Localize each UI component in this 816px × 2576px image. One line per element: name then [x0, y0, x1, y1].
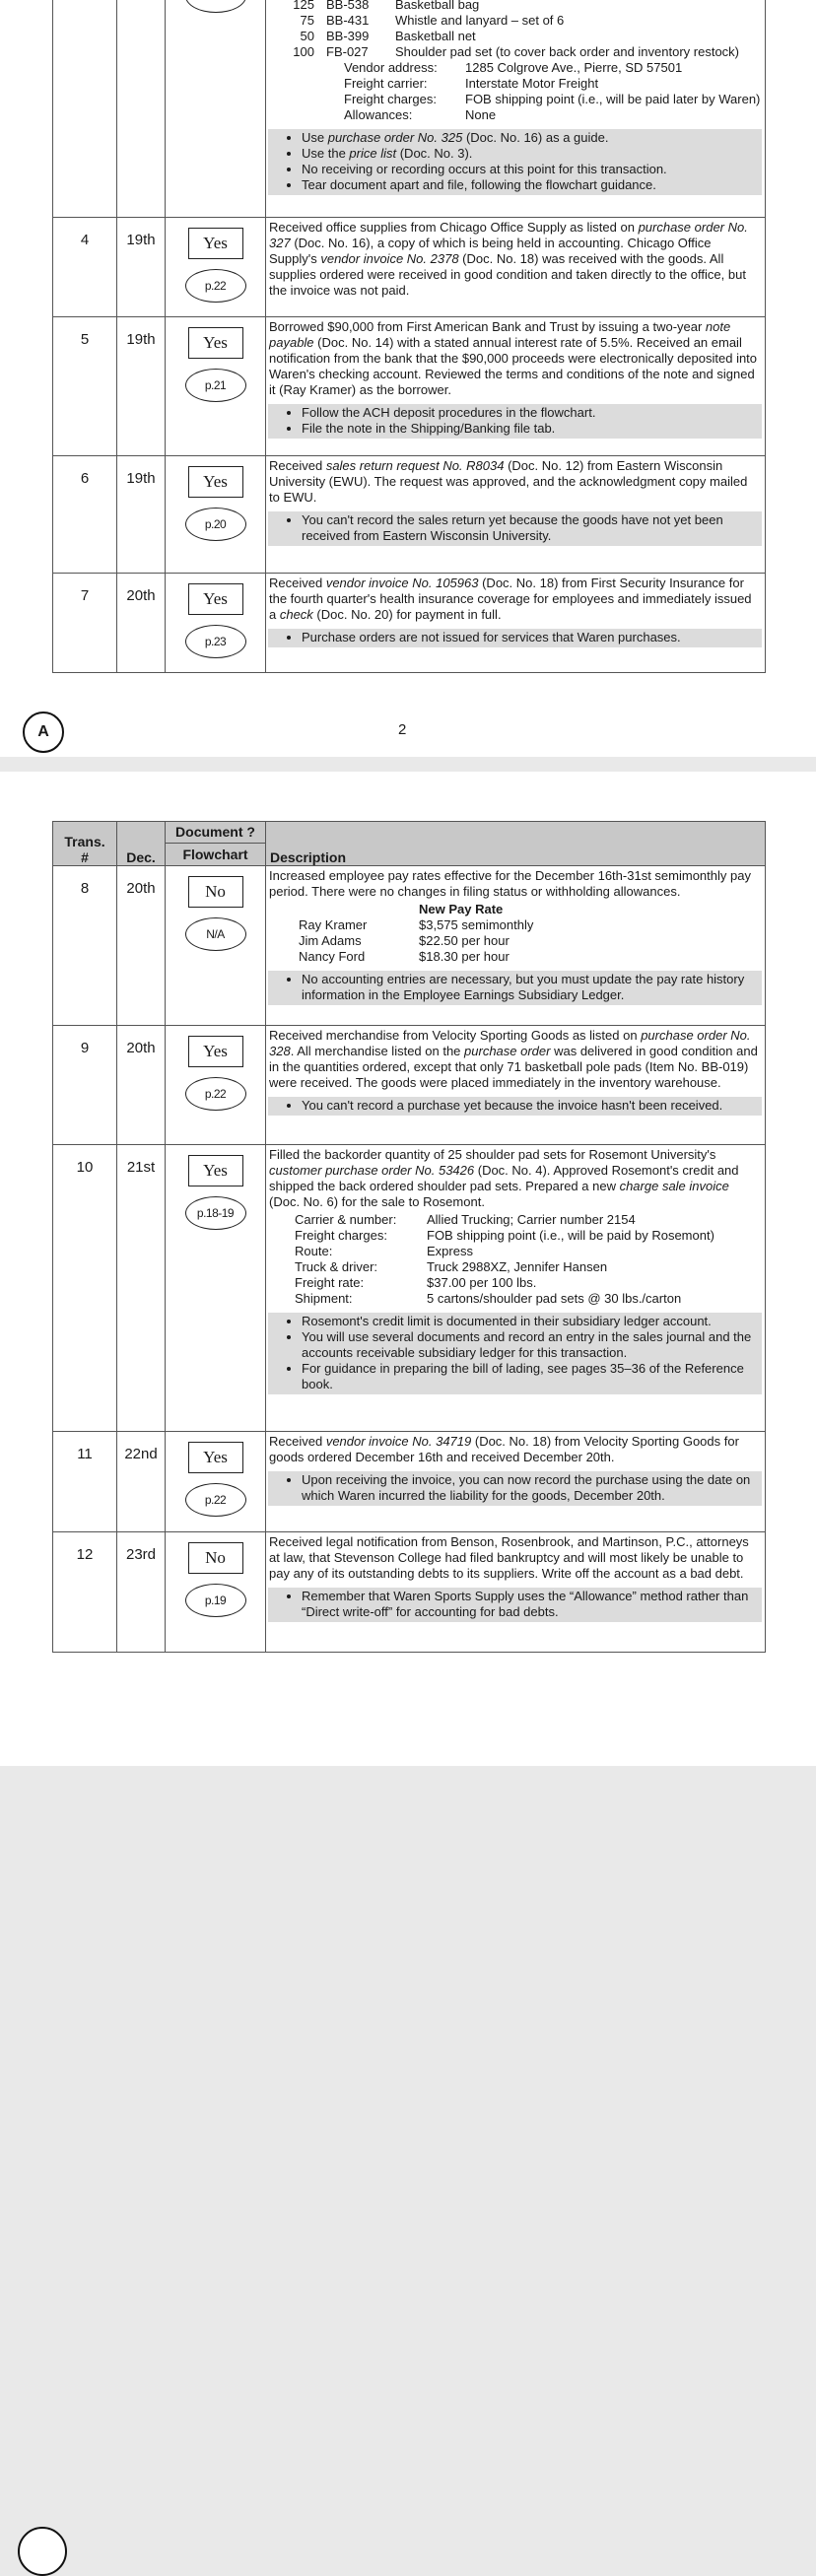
document-indicator: Yes [188, 583, 243, 615]
tx10-notes [268, 1313, 762, 1394]
transactions-table-page-1 [52, 0, 766, 673]
info-value: Interstate Motor Freight [465, 76, 599, 91]
description-text: (Doc. No. 18) from First Security Insurance for the fourth quarter's health insurance coverage for employees and immediately issued a [269, 576, 752, 622]
tx9-description [266, 1026, 766, 1145]
description-text: Received [269, 1434, 326, 1449]
freight-value: FOB shipping point (i.e., will be paid by Rosemont) [427, 1228, 714, 1243]
note-bullet: • You will use several documents and record an entry in the sales journal and the accounts receivable subsidiary ledger for this transaction. [302, 1329, 758, 1361]
note-bullet: • File the note in the Shipping/Banking file tab. [302, 421, 758, 437]
freight-value: Truck 2988XZ, Jennifer Hansen [427, 1259, 608, 1274]
tx3-item-list [289, 0, 761, 60]
document-indicator: No [188, 1542, 243, 1574]
tx11-notes [268, 1471, 762, 1506]
note-bullet: • Upon receiving the invoice, you can now record the purchase using the date on which Waren incurred the liability for the goods, December 20th. [302, 1472, 758, 1504]
document-indicator: Yes [188, 1155, 243, 1186]
note-text: (Doc. No. 16) as a guide. [462, 130, 609, 145]
description-text: . All merchandise listed on the [290, 1044, 465, 1058]
tx8-description: Increased employee pay rates effective for the December 16th-31st semimonthly pay period. There were no changes in filing status or withholding allowances. New Pay Rate Ray Kramer $3,575 semimonthly Jim Adams $22.50 per hour Nancy Ford $18.30 per hour • No accounting entries are necessary, but you must update the pay rate history information in the Employee Earnings Subsidiary Ledger. [266, 866, 766, 1026]
item-description: Basketball net [395, 29, 476, 43]
header-dec: Dec. [117, 822, 166, 866]
trans-number: 8 [53, 866, 117, 1026]
table-row-tx9 [53, 1026, 766, 1145]
description-text: (Doc. No. 20) for payment in full. [312, 607, 502, 622]
tx7-notes [268, 629, 762, 647]
tx3-vendor-info [344, 60, 761, 123]
tx4-description [266, 218, 766, 317]
trans-number: 5 [53, 317, 117, 456]
freight-value: 5 cartons/shoulder pad sets @ 30 lbs./carton [427, 1291, 682, 1306]
note-text: Tear document apart and file, following the flowchart guidance. [302, 177, 656, 192]
info-value: FOB shipping point (i.e., will be paid later by Waren) [465, 92, 761, 106]
note-bullet: • Rosemont's credit limit is documented in their subsidiary ledger account. [302, 1314, 758, 1329]
pay-rate-table: New Pay Rate Ray Kramer $3,575 semimonthly Jim Adams $22.50 per hour Nancy Ford $18.30 per hour [299, 902, 761, 965]
description-text: (Doc. No. 14) with a stated annual interest rate of 5.5%. Received an email notification from the bank that the $90,000 proceeds were electronically deposited into Waren's checking account. Reviewed the terms and conditions of the note and signed it (Ray Kramer) as the borrower. [269, 335, 758, 397]
employee-name: Ray Kramer [299, 917, 368, 932]
trans-date: 22nd [117, 1432, 166, 1532]
page-2 [0, 772, 816, 1766]
trans-date: 19th [117, 456, 166, 574]
page-1 [0, 0, 816, 757]
italic-reference: note payable [269, 319, 731, 350]
tx9-notes [268, 1097, 762, 1116]
table-row-tx4 [53, 218, 766, 317]
header-trans: Trans. # [53, 822, 117, 866]
italic-reference: sales return request No. R8034 [325, 458, 505, 473]
document-indicator: Yes [188, 1442, 243, 1473]
trans-number: 9 [53, 1026, 117, 1145]
note-bullet [302, 162, 758, 177]
freight-value: $37.00 per 100 lbs. [427, 1275, 537, 1290]
trans-date: 23rd [117, 1532, 166, 1653]
tx6-notes [268, 511, 762, 546]
italic-reference: charge sale invoice [619, 1179, 729, 1193]
description-text: Borrowed $90,000 from First American Bank and Trust by issuing a two-year [269, 319, 706, 334]
note-bullet: • No accounting entries are necessary, but you must update the pay rate history information in the Employee Earnings Subsidiary Ledger. [302, 972, 758, 1003]
trans-date: 19th [117, 218, 166, 317]
transactions-table-page-2 [52, 821, 766, 1653]
table-row-tx10 [53, 1145, 766, 1432]
trans-date: 19th [117, 317, 166, 456]
trans-date: 21st [117, 1145, 166, 1432]
freight-value: Express [427, 1244, 473, 1258]
tx6-description [266, 456, 766, 574]
info-value: 1285 Colgrove Ave., Pierre, SD 57501 [465, 60, 683, 75]
description-text: Received [269, 458, 326, 473]
header-description: Description [266, 822, 766, 866]
section-marker-partial [18, 2527, 67, 2576]
freight-label: Freight charges: [295, 1228, 387, 1243]
item-description: Basketball bag [395, 0, 480, 12]
info-value: None [465, 107, 497, 122]
item-number: BB-431 [326, 13, 370, 28]
item-qty: 100 [293, 44, 314, 59]
description-text: Filled the backorder quantity of 25 shoulder pad sets for Rosemont University's [269, 1147, 716, 1162]
tx7-description [266, 574, 766, 673]
employee-name: Jim Adams [299, 933, 362, 948]
employee-name: Nancy Ford [299, 949, 366, 964]
italic-reference: price list [349, 146, 397, 161]
note-bullet: • For guidance in preparing the bill of lading, see pages 35–36 of the Reference book. [302, 1361, 758, 1392]
pay-rate: $22.50 per hour [419, 933, 510, 948]
italic-reference: customer purchase order No. 53426 [269, 1163, 475, 1178]
document-indicator: Yes [188, 327, 243, 359]
tx12-notes [268, 1588, 762, 1622]
tx3-notes [268, 129, 762, 195]
table-row-tx12 [53, 1532, 766, 1653]
description-text: Received [269, 576, 326, 590]
item-description: Whistle and lanyard – set of 6 [395, 13, 565, 28]
freight-details [295, 1212, 761, 1307]
note-bullet: • You can't record the sales return yet because the goods have not yet been received from Eastern Wisconsin University. [302, 512, 758, 544]
document-indicator: Yes [188, 466, 243, 498]
note-bullet [302, 146, 758, 162]
description-text: (Doc. No. 18) from Velocity Sporting Goods for goods ordered December 16th and received December 20th. [269, 1434, 739, 1464]
italic-reference: purchase order No. 327 [269, 220, 748, 250]
note-text: Use [302, 130, 328, 145]
item-description: Shoulder pad set (to cover back order and inventory restock) [395, 44, 740, 59]
flowchart-page-ref: p.23 [185, 625, 246, 658]
freight-label: Route: [295, 1244, 333, 1258]
document-indicator: Yes [188, 228, 243, 259]
info-label: Allowances: [344, 107, 413, 122]
trans-date: 20th [117, 1026, 166, 1145]
description-text: (Doc. No. 12) from Eastern Wisconsin University (EWU). The request was approved, and the acknowledgment copy mailed to EWU. [269, 458, 748, 505]
item-number: FB-027 [326, 44, 369, 59]
italic-reference: purchase order [464, 1044, 551, 1058]
freight-label: Shipment: [295, 1291, 353, 1306]
trans-date: 20th [117, 866, 166, 1026]
freight-value: Allied Trucking; Carrier number 2154 [427, 1212, 636, 1227]
tx12-description: Received legal notification from Benson, Rosenbrook, and Martinson, P.C., attorneys at law, that Stevenson College had filed bankruptcy and will most likely be unable to pay any of its outstanding debts to its suppliers. Write off the account as a bad debt. • Remember that Waren Sports Supply uses the “Allowance” method rather than “Direct write-off” for accounting for bad debts. [266, 1532, 766, 1653]
note-bullet: • Remember that Waren Sports Supply uses the “Allowance” method rather than “Direct write-off” for accounting for bad debts. [302, 1589, 758, 1620]
note-bullet [302, 177, 758, 193]
flowchart-oval-partial [185, 0, 246, 13]
document-indicator: Yes [188, 1036, 243, 1067]
tx3-description [266, 0, 766, 218]
italic-reference: vendor invoice No. 105963 [325, 576, 479, 590]
trans-number: 12 [53, 1532, 117, 1653]
trans-number: 6 [53, 456, 117, 574]
item-qty: 50 [300, 29, 314, 43]
flowchart-page-ref: N/A [185, 917, 246, 951]
flowchart-page-ref: p.19 [185, 1584, 246, 1617]
italic-reference: purchase order No. 325 [327, 130, 463, 145]
description-text: Received merchandise from Velocity Sporting Goods as listed on [269, 1028, 642, 1043]
tx5-notes [268, 404, 762, 439]
flowchart-page-ref: p.22 [185, 1077, 246, 1111]
trans-date: 20th [117, 574, 166, 673]
note-bullet [302, 130, 758, 146]
italic-reference: purchase order No. 328 [269, 1028, 751, 1058]
description-text: (Doc. No. 4). Approved Rosemont's credit and shipped the back ordered shoulder pad sets. Prepared a new [269, 1163, 739, 1193]
italic-reference: check [279, 607, 313, 622]
table-header-row [53, 822, 766, 866]
document-indicator: No [188, 876, 243, 908]
item-number: BB-399 [326, 29, 370, 43]
table-row-tx8 [53, 866, 766, 1026]
table-row-tx6 [53, 456, 766, 574]
table-row-tx7 [53, 574, 766, 673]
trans-number: 7 [53, 574, 117, 673]
tx8-notes [268, 971, 762, 1005]
info-label: Freight carrier: [344, 76, 428, 91]
flowchart-page-ref: p.22 [185, 1483, 246, 1517]
tx10-description [266, 1145, 766, 1432]
trans-number: 10 [53, 1145, 117, 1432]
note-text: No receiving or recording occurs at this point for this transaction. [302, 162, 667, 176]
tx11-description [266, 1432, 766, 1532]
note-bullet: • You can't record a purchase yet because the invoice hasn't been received. [302, 1098, 758, 1114]
freight-label: Freight rate: [295, 1275, 365, 1290]
freight-label: Carrier & number: [295, 1212, 397, 1227]
section-marker-a: A [23, 712, 64, 753]
flowchart-page-ref: p.22 [185, 269, 246, 303]
item-qty: 125 [293, 0, 314, 12]
pay-rate: $3,575 semimonthly [419, 917, 534, 932]
trans-number: 11 [53, 1432, 117, 1532]
info-label: Vendor address: [344, 60, 438, 75]
trans-number: 4 [53, 218, 117, 317]
table-row-tx5 [53, 317, 766, 456]
note-bullet: • Purchase orders are not issued for services that Waren purchases. [302, 630, 758, 645]
tx5-description [266, 317, 766, 456]
flowchart-page-ref: p.18-19 [185, 1196, 246, 1230]
table-row-tx3 [53, 0, 766, 218]
description-text: (Doc. No. 6) for the sale to Rosemont. [269, 1194, 485, 1209]
flowchart-page-ref: p.21 [185, 369, 246, 402]
freight-label: Truck & driver: [295, 1259, 378, 1274]
item-qty: 75 [300, 13, 314, 28]
italic-reference: vendor invoice No. 34719 [325, 1434, 472, 1449]
note-text: Use the [302, 146, 350, 161]
note-bullet: • Follow the ACH deposit procedures in the flowchart. [302, 405, 758, 421]
description-text: Received office supplies from Chicago Office Supply as listed on [269, 220, 639, 235]
description-text: was delivered in good condition and in the quantities ordered, except that only 71 basketball pole pads (Item No. BB-019) were received. The goods were placed immediately in the inventory warehouse. [269, 1044, 758, 1090]
description-text: (Doc. No. 18) was received with the goods. All supplies ordered were received in good condition and taken directly to the office, but the invoice was not paid. [269, 251, 746, 298]
description-text: (Doc. No. 16), a copy of which is being held in accounting. Chicago Office Supply's [269, 236, 712, 266]
note-text: (Doc. No. 3). [396, 146, 473, 161]
flowchart-page-ref: p.20 [185, 508, 246, 541]
info-label: Freight charges: [344, 92, 437, 106]
table-row-tx11 [53, 1432, 766, 1532]
item-number: BB-538 [326, 0, 370, 12]
header-document: Document ? Flowchart [166, 822, 266, 866]
page-number: 2 [398, 721, 407, 738]
italic-reference: vendor invoice No. 2378 [320, 251, 459, 266]
pay-rate: $18.30 per hour [419, 949, 510, 964]
